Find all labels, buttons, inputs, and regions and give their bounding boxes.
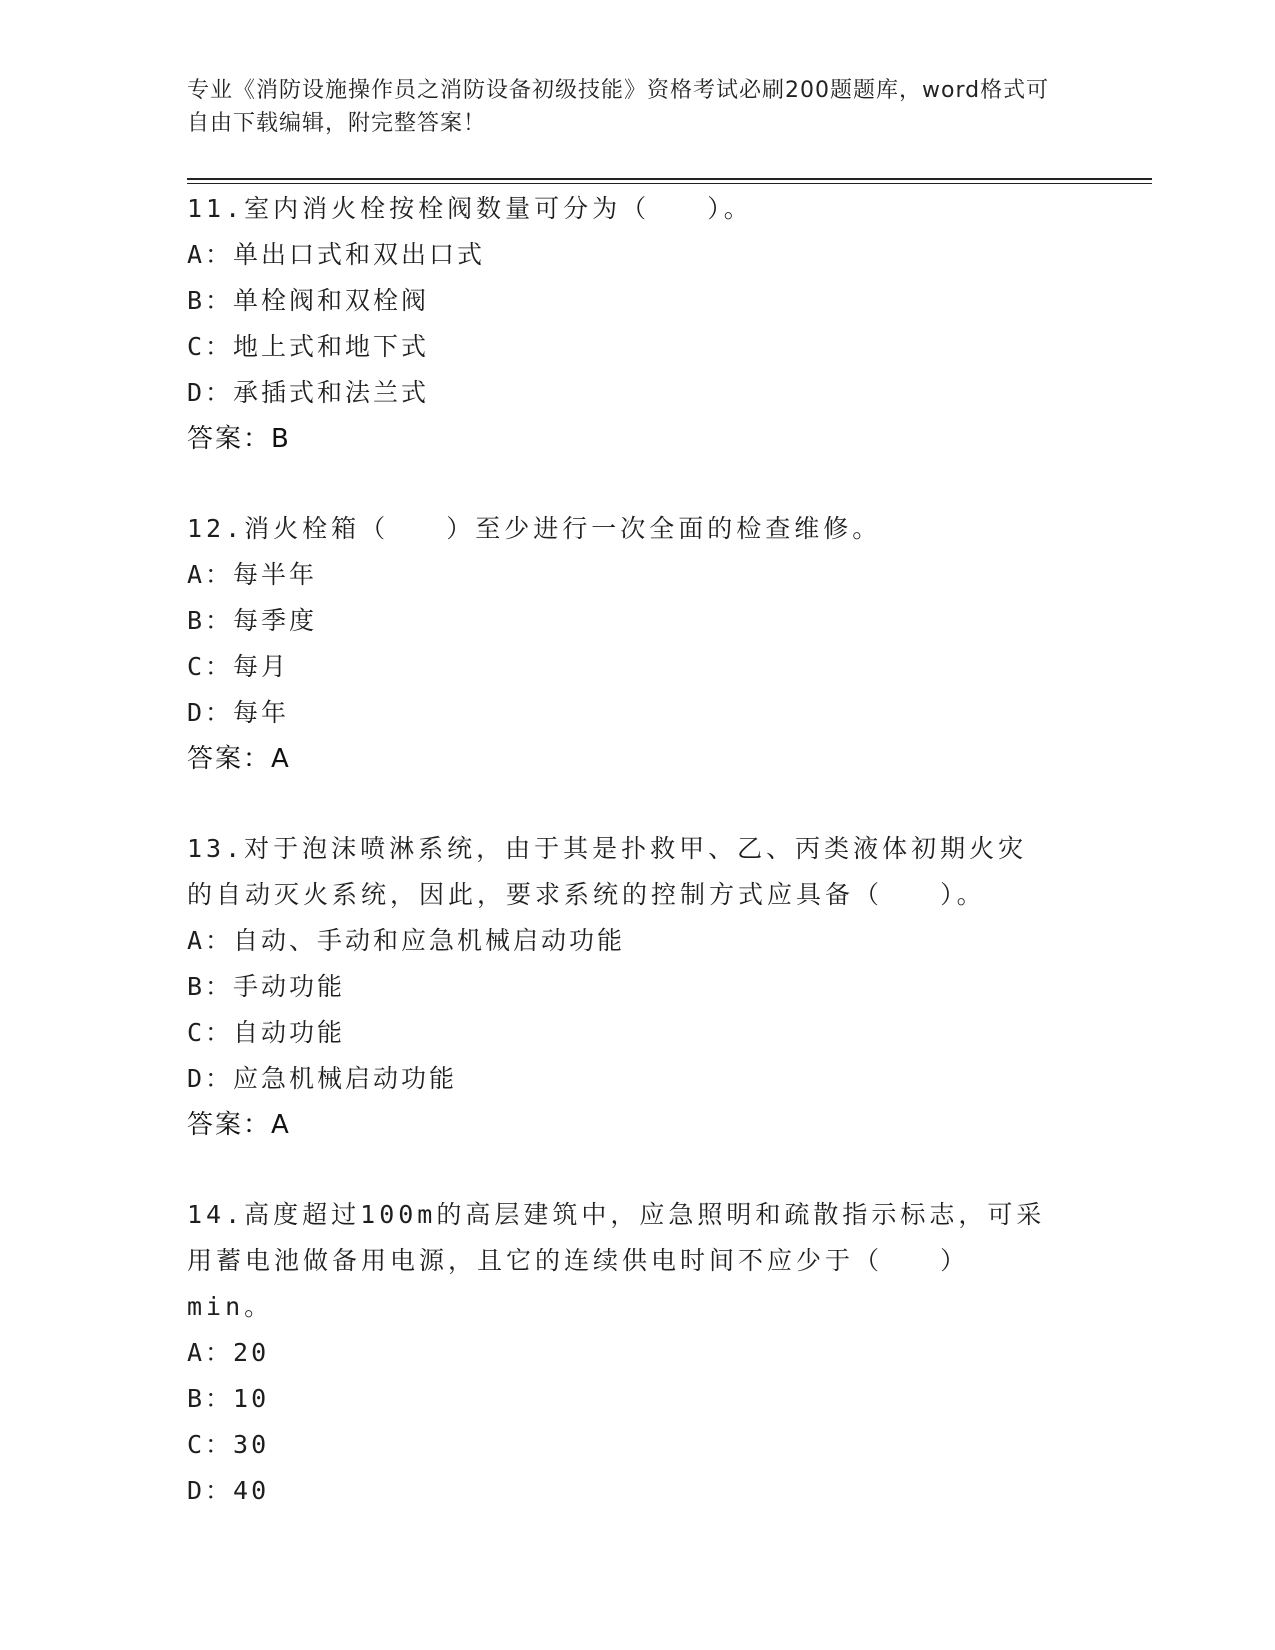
question-13: [187, 826, 1087, 1148]
question-12: [187, 506, 1087, 782]
question-11: [187, 186, 1087, 462]
question-spacer: [187, 1148, 1087, 1192]
option-a: A：自动、手动和应急机械启动功能: [187, 926, 626, 955]
option-c: C：每月: [187, 652, 290, 681]
option-d: D：每年: [187, 698, 290, 727]
question-list: [187, 186, 1087, 1514]
question-spacer: [187, 462, 1087, 506]
header-divider-thick: [187, 178, 1152, 180]
option-b: B：单栓阀和双栓阀: [187, 286, 430, 315]
document-header: 专业《消防设施操作员之消防设备初级技能》资格考试必刷200题题库，word格式可自由下载编辑，附完整答案！: [187, 78, 1050, 136]
option-b: B：每季度: [187, 606, 318, 635]
option-d: D：40: [187, 1476, 270, 1505]
option-a: A：20: [187, 1338, 270, 1367]
question-stem: 13.对于泡沫喷淋系统，由于其是扑救甲、乙、丙类液体初期火灾的自动灭火系统，因此，要求系统的控制方式应具备（ ）。: [187, 834, 1028, 909]
question-stem: 12.消火栓箱（ ）至少进行一次全面的检查维修。: [187, 514, 882, 543]
option-b: B：10: [187, 1384, 270, 1413]
question-14: [187, 1192, 1087, 1514]
option-c: C：30: [187, 1430, 270, 1459]
option-b: B：手动功能: [187, 972, 346, 1001]
option-a: A：每半年: [187, 560, 318, 589]
question-spacer: [187, 782, 1087, 826]
option-c: C：地上式和地下式: [187, 332, 430, 361]
option-d: D：应急机械启动功能: [187, 1064, 458, 1093]
question-stem: 14.高度超过100m的高层建筑中，应急照明和疏散指示标志，可采用蓄电池做备用电源，且它的连续供电时间不应少于（ ）min。: [187, 1200, 1046, 1321]
answer-label: 答案：A: [187, 1110, 291, 1140]
answer-label: 答案：A: [187, 744, 291, 774]
option-a: A：单出口式和双出口式: [187, 240, 486, 269]
option-d: D：承插式和法兰式: [187, 378, 430, 407]
header-divider-thin: [187, 183, 1152, 184]
answer-label: 答案：B: [187, 424, 291, 454]
option-c: C：自动功能: [187, 1018, 346, 1047]
question-stem: 11.室内消火栓按栓阀数量可分为（ ）。: [187, 194, 753, 223]
